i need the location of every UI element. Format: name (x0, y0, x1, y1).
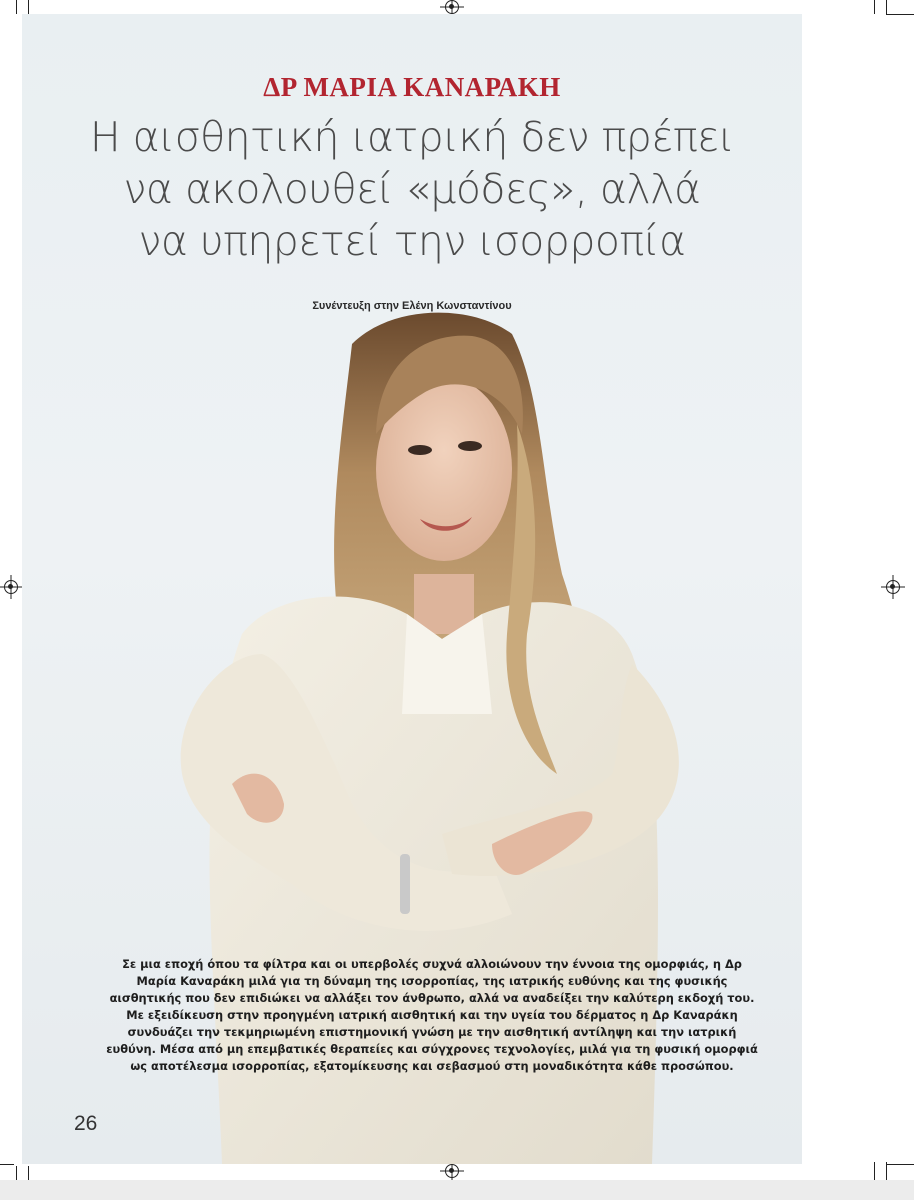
crop-mark (16, 0, 17, 14)
intro-line: Σε μια εποχή όπου τα φίλτρα και οι υπερβολές συχνά αλλοιώνουν την έννοια της ομορφιάς, η Δρ (122, 957, 742, 971)
registration-mark-icon (445, 0, 459, 14)
registration-mark-icon (4, 580, 18, 594)
intro-paragraph (102, 956, 762, 1075)
crop-mark (16, 1166, 17, 1180)
crop-mark (28, 1166, 29, 1180)
headline-line: Η αισθητική ιατρική δεν πρέπει (89, 113, 735, 161)
intro-line: αισθητικής που δεν επιδιώκει να αλλάξει τον άνθρωπο, αλλά να αναδείξει την καλύτερη εκδοχή του. (109, 991, 755, 1005)
page-number: 26 (74, 1112, 98, 1135)
crop-mark (886, 14, 914, 15)
intro-line: Με εξειδίκευση στην προηγμένη ιατρική αισθητική και την υγεία του δέρματος η Δρ Καναράκη (126, 1008, 738, 1022)
headline-line: να ακολουθεί «μόδες», αλλά (123, 165, 701, 213)
crop-mark (28, 0, 29, 14)
intro-line: συνδυάζει την τεκμηριωμένη επιστημονική γνώση με την αισθητική αντίληψη και την ιατρική (127, 1025, 737, 1039)
crop-mark (886, 0, 887, 14)
intro-line: Μαρία Καναράκη μιλά για τη δύναμη της ισορροπίας, της ιατρικής ευθύνης και της φυσικής (136, 974, 728, 988)
registration-mark-icon (886, 580, 900, 594)
registration-mark-icon (445, 1164, 459, 1178)
bottom-margin (0, 1180, 914, 1200)
doctor-name-heading: ΔΡ ΜΑΡΙΑ ΚΑΝΑΡΑΚΗ (263, 72, 561, 102)
interview-credit: Συνέντευξη στην Ελένη Κωνσταντίνου (312, 300, 512, 312)
headline-line: να υπηρετεί την ισορροπία (138, 217, 686, 265)
crop-mark (886, 1164, 914, 1165)
intro-line: ευθύνη. Μέσα από μη επεμβατικές θεραπείες και σύγχρονες τεχνολογίες, μιλά για τη φυσική ομορφιά (106, 1042, 758, 1056)
crop-mark (874, 0, 875, 14)
intro-line: ως αποτέλεσμα ισορροπίας, εξατομίκευσης και σεβασμού στη μοναδικότητα κάθε προσώπου. (130, 1059, 734, 1073)
article-headline (22, 111, 802, 267)
magazine-page (22, 14, 802, 1164)
crop-mark (0, 1164, 14, 1165)
crop-mark (874, 1162, 875, 1180)
